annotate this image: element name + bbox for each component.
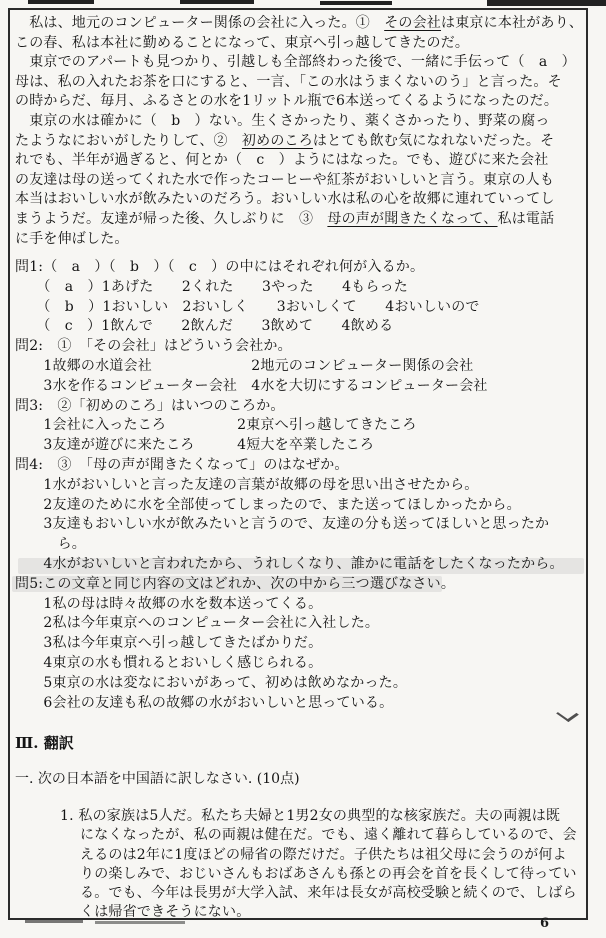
question-option-line: 1私の母は時々故郷の水を数本送ってくる。 bbox=[15, 595, 323, 612]
reading-passage bbox=[10, 14, 584, 249]
passage-text: たようなにおいがしたりして、② bbox=[15, 132, 242, 149]
passage-line bbox=[10, 132, 584, 152]
passage-text: れでも、半年が過ぎると、何とか（ c ）ようにはなった。でも、遊びに来た会社 bbox=[15, 152, 549, 169]
passage-text: まうようだ。友達が帰った後、久しぶりに ③ bbox=[15, 210, 328, 227]
comprehension-questions bbox=[10, 258, 584, 713]
translation-line: る。でも、今年は長男が大学入試、来年は長女が高校受験と続くので、しばら bbox=[80, 885, 577, 902]
scan-artifact bbox=[487, 0, 606, 6]
passage-line bbox=[10, 34, 584, 54]
scan-smudge bbox=[18, 558, 584, 574]
passage-text: 本当はおいしい水が飲みたいのだろう。おいしい水は私の心を故郷に連れていってし bbox=[15, 191, 555, 208]
passage-text: 東京の水は確かに（ b ）ない。生くさかったり、薬くさかったり、野菜の腐っ bbox=[15, 112, 550, 129]
question-option-line: 2友達のために水を全部使ってしまったので、また送ってほしかったから。 bbox=[15, 496, 521, 513]
question-option-line: 5東京の水は変なにおいがあって、初めは飲めなかった。 bbox=[15, 674, 408, 691]
underlined-phrase: 初めのころ bbox=[241, 132, 313, 149]
passage-text: はとても飲む気になれないだった。そ bbox=[312, 132, 555, 149]
underlined-phrase: その会社 bbox=[384, 15, 442, 31]
passage-line bbox=[10, 112, 584, 132]
question-option-line: 4東京の水も慣れるとおいしく感じられる。 bbox=[15, 654, 323, 671]
question-option-line: 3水を作るコンピューター会社 4水を大切にするコンピューター会社 bbox=[15, 377, 488, 394]
document-border-box bbox=[8, 8, 588, 920]
passage-line bbox=[10, 73, 584, 93]
page-number: 6 bbox=[540, 916, 550, 931]
translation-instruction: 一. 次の日本語を中国語に訳しなさい. (10点) bbox=[15, 771, 300, 787]
passage-text: 母は、私の入れたお茶を口にすると、一言、「この水はうまくないのう」と言った。そ bbox=[15, 73, 562, 90]
passage-text: 東京でのアパートも見つかり、引越しも全部終わった後で、一緒に手伝って（ a ） bbox=[15, 54, 576, 71]
passage-line bbox=[10, 210, 584, 230]
scan-artifact bbox=[25, 920, 83, 923]
passage-line bbox=[10, 92, 584, 112]
question-option-line: 1水がおいしいと言った友達の言葉が故郷の母を思い出させたから。 bbox=[15, 476, 479, 493]
translation-line: くは帰省できそうにない。 bbox=[80, 904, 251, 920]
question-line: 問1:（ a ）（ b ）（ c ）の中にはそれぞれ何が入るか。 bbox=[15, 259, 425, 275]
scan-smudge bbox=[12, 576, 442, 592]
scan-artifact bbox=[95, 921, 185, 924]
question-option-line: （ b ）1おいしい 2おいしく 3おいしくて 4おいしいので bbox=[15, 298, 480, 315]
scan-artifact bbox=[320, 1, 392, 5]
question-option-line: （ c ）1飲んで 2飲んだ 3飲めて 4飲める bbox=[15, 318, 394, 335]
question-line: 問3: ②「初めのころ」はいつのころか。 bbox=[15, 397, 285, 414]
passage-line bbox=[10, 14, 584, 34]
question-option-line: 3私は今年東京へ引っ越してきたばかりだ。 bbox=[15, 635, 323, 652]
question-line: 問5:この文章と同じ内容の文はどれか、次の中から三つ選びなさい。 bbox=[15, 575, 456, 592]
passage-text: この春、私は本社に勤めることになって、東京へ引っ越してきたのだ。 bbox=[15, 34, 470, 51]
question-option-line: 6会社の友達も私の故郷の水がおいしいと思っている。 bbox=[15, 694, 394, 711]
translation-item-1 bbox=[10, 807, 584, 920]
scan-artifact bbox=[28, 0, 94, 4]
passage-line bbox=[10, 230, 584, 250]
passage-text: の友達は母の送ってくれた水で作ったコーヒーや紅茶がおいしいと言う。東京の人も bbox=[15, 171, 555, 188]
passage-text: 私は、地元のコンピューター関係の会社に入った。① bbox=[15, 15, 385, 31]
passage-text: 私は電話 bbox=[497, 210, 555, 227]
passage-text: は東京に本社があり、 bbox=[441, 15, 584, 31]
question-option-line: 3友達もおいしい水が飲みたいと言うので、友達の分も送ってほしいと思ったか bbox=[15, 516, 550, 533]
question-option-line: 4水がおいしいと言われたから、うれしくなり、誰かに電話をしたくなったから。 bbox=[15, 555, 564, 572]
scan-artifact bbox=[180, 0, 254, 4]
translation-line: になくなったが、私の両親は健在だ。でも、遠く離れて暮らしているので、会 bbox=[80, 827, 577, 844]
passage-line bbox=[10, 190, 584, 210]
question-option-line: 3友達が遊びに来たころ 4短大を卒業したころ bbox=[15, 437, 375, 454]
section-heading: Ⅲ. 翻訳 bbox=[15, 734, 74, 752]
underlined-phrase: 母の声が聞きたくなって、 bbox=[327, 210, 498, 227]
translation-line: 1. 私の家族は5人だ。私たち夫婦と1男2女の典型的な核家族だ。夫の両親は既 bbox=[60, 808, 561, 824]
question-option-line: 1会社に入ったころ 2東京へ引っ越してきたころ bbox=[15, 417, 417, 434]
passage-line bbox=[10, 53, 584, 73]
passage-line bbox=[10, 171, 584, 191]
question-option-line: 1故郷の水道会社 2地元のコンピューター関係の会社 bbox=[15, 357, 474, 374]
question-line: 問4: ③ 「母の声が聞きたくなって」のはなぜか。 bbox=[15, 456, 349, 473]
question-line: 問2: ① 「その会社」はどういう会社か。 bbox=[15, 338, 292, 355]
translation-line: えるのは2年に1度ほどの帰省の際だけだ。子供たちは祖父母に会うのが何よ bbox=[80, 846, 567, 863]
question-option-line: （ a ）1あげた 2くれた 3やった 4もらった bbox=[15, 278, 408, 295]
passage-line bbox=[10, 151, 584, 171]
question-option-line: 2私は今年東京へのコンピューター会社に入社した。 bbox=[15, 615, 380, 632]
passage-text: の時からだ、毎月、ふるさとの水を1リットル瓶で6本送ってくるようになったのだ。 bbox=[15, 93, 559, 110]
translation-line: りの楽しみで、おじいさんもおばあさんも孫との再会を首を長くして待ってい bbox=[80, 865, 577, 882]
question-option-line: ら。 bbox=[15, 536, 86, 553]
passage-text: に手を伸ばした。 bbox=[15, 230, 129, 247]
